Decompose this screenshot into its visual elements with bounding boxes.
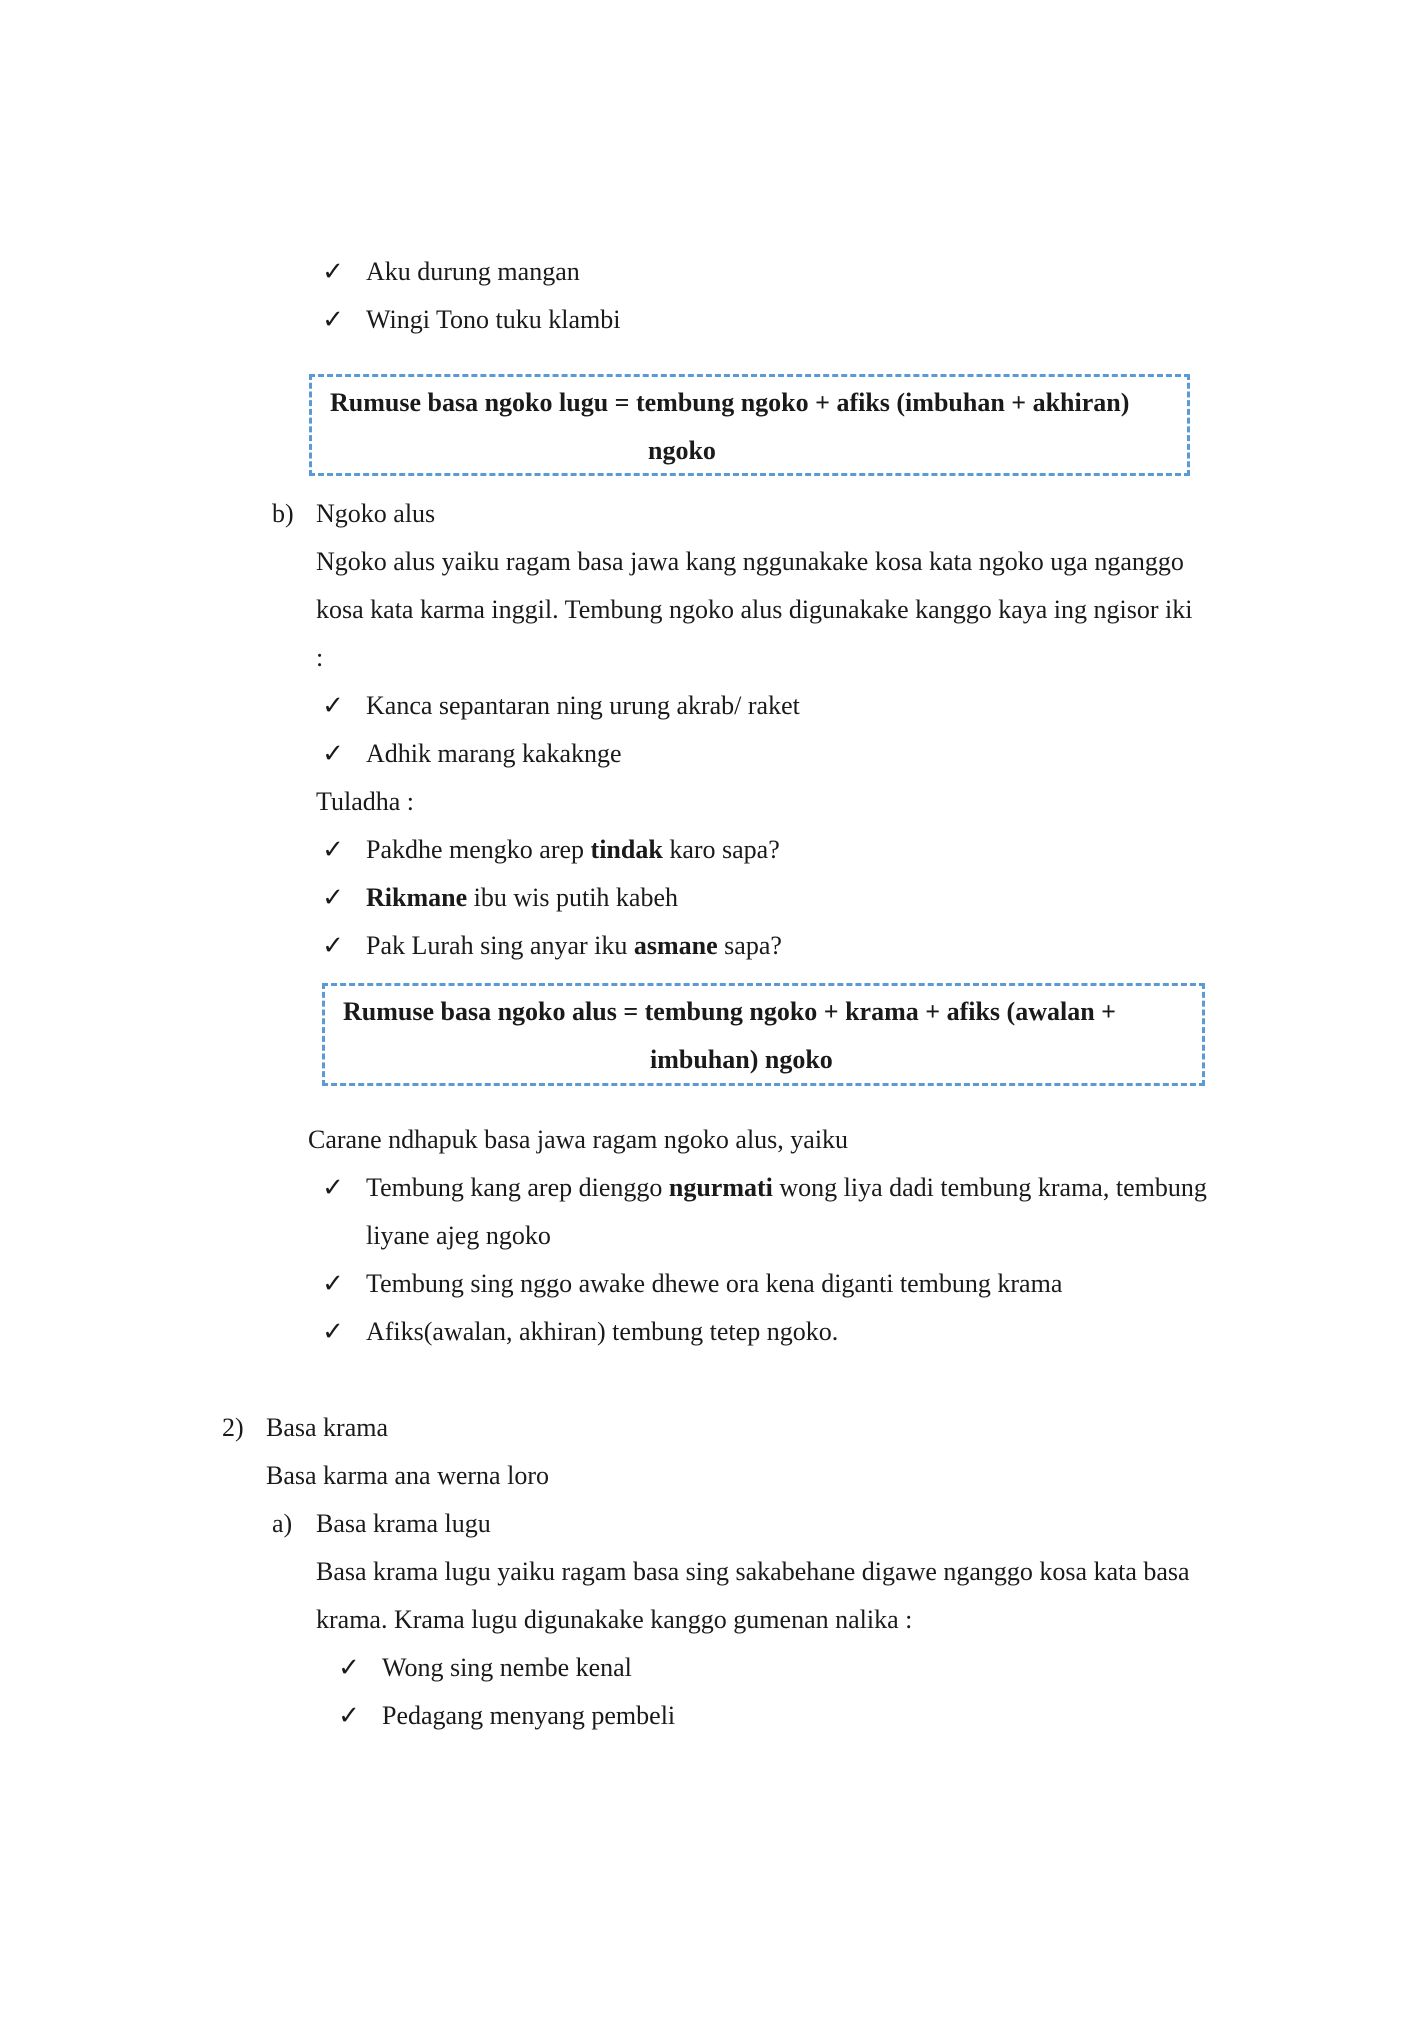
paragraph-line: kosa kata karma inggil. Tembung ngoko alus digunakake kanggo kaya ing ngisor iki [316,595,1193,624]
text-run: sapa? [717,931,782,960]
list-item-continuation: liyane ajeg ngoko [366,1221,551,1250]
paragraph-line: Basa karma ana werna loro [266,1461,549,1490]
checkmark-icon: ✓ [322,1269,344,1298]
list-marker: 2) [222,1413,244,1442]
paragraph-line: Ngoko alus yaiku ragam basa jawa kang nggunakake kosa kata ngoko uga nganggo [316,547,1184,576]
checkmark-icon: ✓ [322,931,344,960]
checkmark-icon: ✓ [322,1317,344,1346]
text-run: Pak Lurah sing anyar iku [366,931,634,960]
bold-term: tindak [590,835,663,864]
text-run: Pakdhe mengko arep [366,835,591,864]
list-item: Wingi Tono tuku klambi [366,305,621,334]
checkmark-icon: ✓ [322,835,344,864]
list-item: Kanca sepantaran ning urung akrab/ raket [366,691,800,720]
bold-term: asmane [633,931,718,960]
list-marker: b) [272,499,294,528]
list-item [366,834,780,866]
formula-line: ngoko [648,436,716,465]
bold-term: ngurmati [668,1173,773,1202]
formula-line: Rumuse basa ngoko alus = tembung ngoko + krama + afiks (awalan + [343,997,1116,1026]
paragraph-line: Basa krama lugu yaiku ragam basa sing sakabehane digawe nganggo kosa kata basa [316,1557,1190,1586]
text-run: karo sapa? [662,835,780,864]
checkmark-icon: ✓ [338,1653,360,1682]
list-item: Aku durung mangan [366,257,580,286]
checkmark-icon: ✓ [322,1173,344,1202]
list-item: Wong sing nembe kenal [382,1653,632,1682]
list-item [366,1172,1207,1204]
list-item: Tembung sing nggo awake dhewe ora kena diganti tembung krama [366,1269,1063,1298]
checkmark-icon: ✓ [338,1701,360,1730]
list-item [366,930,782,962]
formula-box-ngoko-lugu [309,374,1190,476]
example-label: Tuladha : [316,787,414,816]
list-marker: a) [272,1509,293,1538]
list-item [366,882,678,914]
checkmark-icon: ✓ [322,883,344,912]
bold-term: Rikmane [366,883,468,912]
checkmark-icon: ✓ [322,739,344,768]
text-run: wong liya dadi tembung krama, tembung [772,1173,1207,1202]
paragraph-line: krama. Krama lugu digunakake kanggo gumenan nalika : [316,1605,913,1634]
checkmark-icon: ✓ [322,305,344,334]
list-item: Afiks(awalan, akhiran) tembung tetep ngoko. [366,1317,839,1346]
paragraph-line: Carane ndhapuk basa jawa ragam ngoko alus, yaiku [308,1125,849,1154]
list-item: Pedagang menyang pembeli [382,1701,676,1730]
list-item: Adhik marang kakaknge [366,739,622,768]
paragraph-line: : [316,643,324,672]
formula-line: Rumuse basa ngoko lugu = tembung ngoko + afiks (imbuhan + akhiran) [330,388,1130,417]
checkmark-icon: ✓ [322,257,344,286]
text-run: Tembung kang arep dienggo [366,1173,669,1202]
section-heading: Basa krama [266,1413,389,1442]
formula-box-ngoko-alus [322,983,1205,1086]
text-run: ibu wis putih kabeh [467,883,678,912]
formula-line: imbuhan) ngoko [650,1045,833,1074]
section-heading: Basa krama lugu [316,1509,491,1538]
section-heading: Ngoko alus [316,499,436,528]
checkmark-icon: ✓ [322,691,344,720]
